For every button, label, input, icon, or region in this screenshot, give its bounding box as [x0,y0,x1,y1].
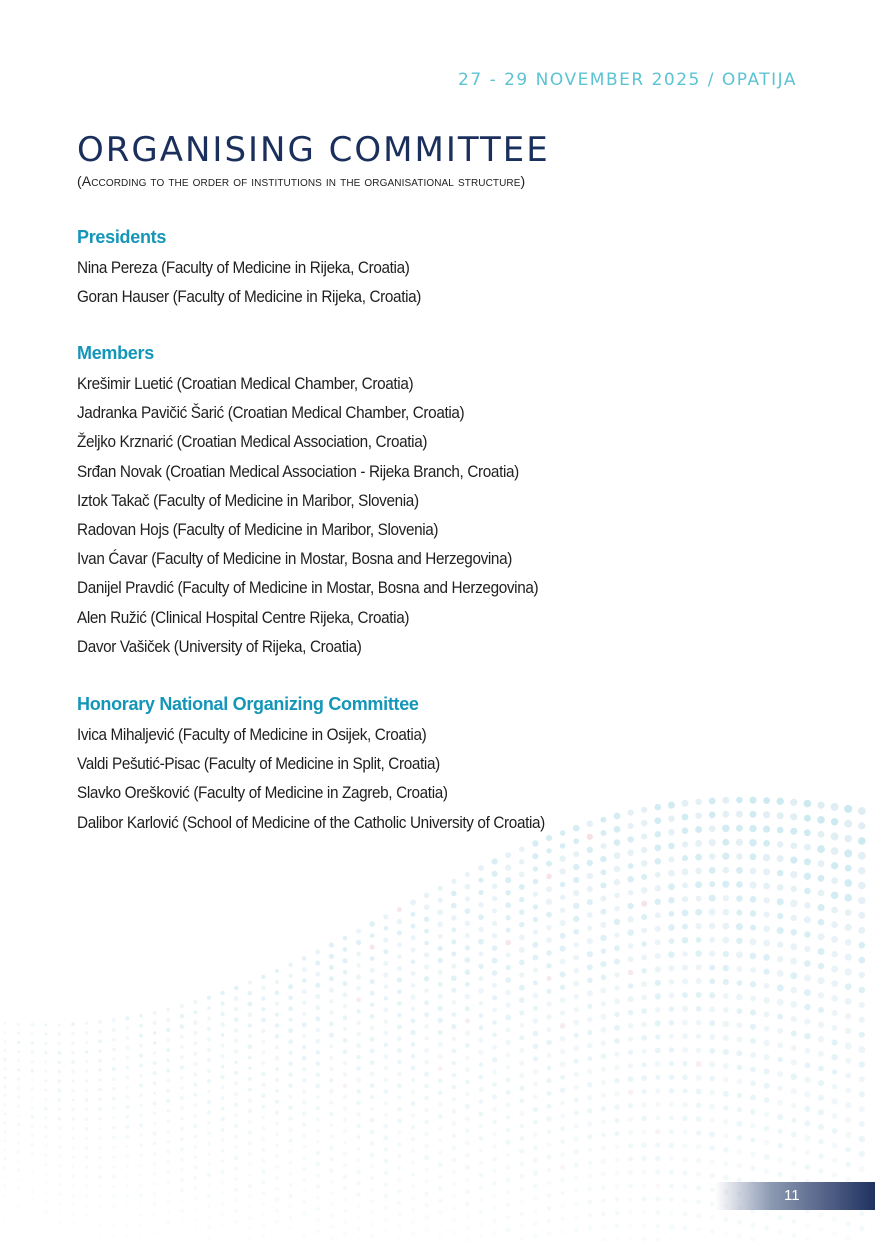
list-item: Davor Vašiček (University of Rijeka, Croatia) [77,636,362,656]
list-item: Željko Krznarić (Croatian Medical Association, Croatia) [77,432,428,452]
list-item: Alen Ružić (Clinical Hospital Centre Rijeka, Croatia) [77,607,410,627]
list-item: Srđan Novak (Croatian Medical Association - Rijeka Branch, Croatia) [77,461,519,481]
members-section [77,343,589,661]
honorary-list [77,720,597,837]
list-item: Danijel Pravdić (Faculty of Medicine in Mostar, Bosna and Herzegovina) [77,578,539,598]
list-item: Jadranka Pavičić Šarić (Croatian Medical Chamber, Croatia) [77,403,465,423]
page-subtitle: (According to the order of institutions in the organisational structure) [77,173,526,189]
members-list [77,369,589,661]
presidents-section [77,227,459,311]
list-item: Nina Pereza (Faculty of Medicine in Rijeka, Croatia) [77,258,410,277]
list-item: Valdi Pešutić-Pisac (Faculty of Medicine in Split, Croatia) [77,754,440,774]
event-date-location: 27 - 29 NOVEMBER 2025 / OPATIJA [458,70,797,90]
list-item: Slavko Orešković (Faculty of Medicine in Zagreb, Croatia) [77,783,448,803]
section-heading-presidents: Presidents [77,227,167,247]
page-number-bar [715,1182,875,1210]
section-heading-honorary: Honorary National Organizing Committee [77,694,419,714]
list-item: Iztok Takač (Faculty of Medicine in Maribor, Slovenia) [77,490,419,510]
dotted-wave-background [0,780,875,1241]
presidents-list [77,253,459,311]
list-item: Krešimir Luetić (Croatian Medical Chamber, Croatia) [77,374,414,393]
list-item: Ivan Ćavar (Faculty of Medicine in Mostar, Bosna and Herzegovina) [77,549,512,569]
page-title: ORGANISING COMMITTEE [77,130,550,170]
honorary-committee-section [77,694,597,837]
list-item: Goran Hauser (Faculty of Medicine in Rijeka, Croatia) [77,287,422,307]
list-item: Dalibor Karlović (School of Medicine of the Catholic University of Croatia) [77,812,545,832]
list-item: Ivica Mihaljević (Faculty of Medicine in Osijek, Croatia) [77,725,427,744]
list-item: Radovan Hojs (Faculty of Medicine in Maribor, Slovenia) [77,520,439,540]
page-number: 11 [784,1187,800,1204]
section-heading-members: Members [77,343,154,363]
